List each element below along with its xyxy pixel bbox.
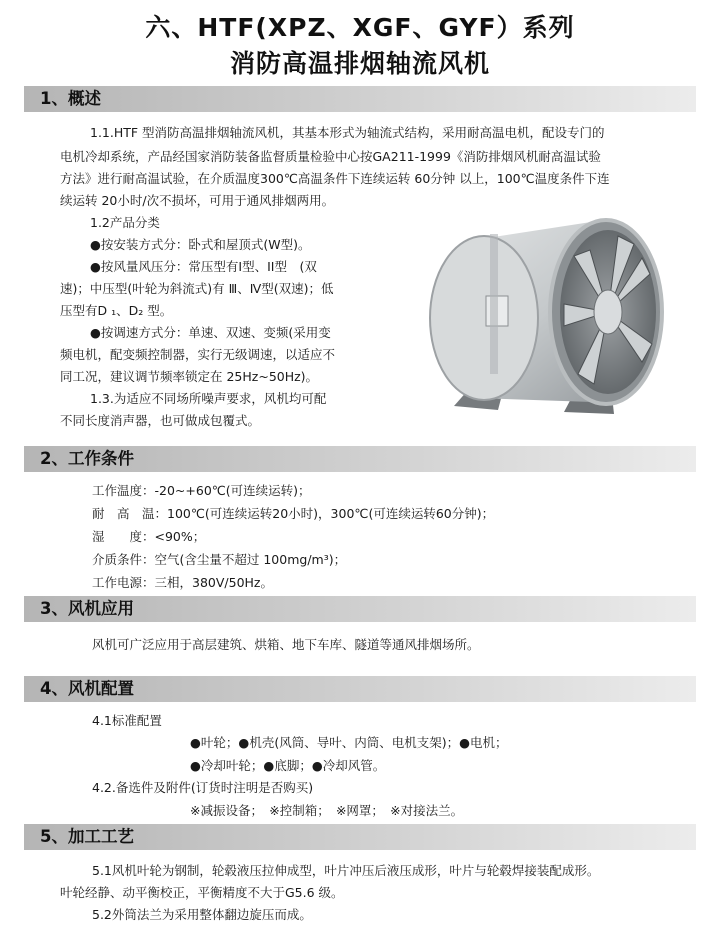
condition-line: 工作电源：三相，380V/50Hz。 [92, 575, 273, 590]
classification-item: 速)；中压型(叶轮为斜流式)有 Ⅲ、Ⅳ型(双速)；低 [60, 281, 334, 296]
overview-para-line: 续运转 20小时/次不损坏，可用于通风排烟两用。 [60, 193, 335, 208]
page-subtitle: 消防高温排烟轴流风机 [229, 49, 490, 78]
condition-line: 介质条件：空气(含尘量不超过 100mg/m³)； [92, 552, 347, 567]
section-title-overview: 1、概述 [40, 89, 101, 108]
silencer-note: 不同长度消声器，也可做成包覆式。 [60, 413, 261, 428]
classification-item: ●按安装方式分：卧式和屋顶式(W型)。 [90, 237, 311, 252]
section-title-process: 5、加工工艺 [40, 827, 134, 846]
section-title-configuration: 4、风机配置 [40, 679, 134, 698]
classification-heading: 1.2产品分类 [90, 215, 160, 230]
section-bar-overview [24, 86, 696, 112]
page-title: 六、HTF(XPZ、XGF、GYF）系列 [145, 13, 575, 42]
application-text: 风机可广泛应用于高层建筑、烘箱、地下车库、隧道等通风排烟场所。 [92, 637, 480, 652]
classification-item: 压型有D ₁、D₂ 型。 [60, 303, 173, 318]
silencer-note: 1.3.为适应不同场所噪声要求，风机均可配 [90, 391, 327, 406]
config-optional-items: ※减振设备； ※控制箱； ※网罩； ※对接法兰。 [190, 803, 464, 818]
classification-item: ●按风量风压分：常压型有I型、II型 (双 [90, 259, 317, 274]
config-subheading: 4.1标准配置 [92, 713, 162, 728]
section-title-application: 3、风机应用 [40, 599, 134, 618]
process-para: 叶轮经静、动平衡校正，平衡精度不大于G5.6 级。 [60, 885, 344, 900]
overview-para-line: 电机冷却系统，产品经国家消防装备监督质量检验中心按GA211-1999《消防排烟风机耐高温试验 [60, 149, 601, 164]
axial-fan-image [414, 206, 684, 426]
overview-para-line: 方法》进行耐高温试验，在介质温度300℃高温条件下连续运转 60分钟 以上，100℃温度条件下连 [60, 171, 610, 186]
process-para: 5.1风机叶轮为钢制，轮毂液压拉伸成型，叶片冲压后液压成形，叶片与轮毂焊接装配成形。 [92, 863, 600, 878]
section-title-conditions: 2、工作条件 [40, 449, 134, 468]
config-subheading: 4.2.备选件及附件(订货时注明是否购买) [92, 780, 314, 795]
condition-line: 耐 高 温：100℃(可连续运转20小时)，300℃(可连续运转60分钟)； [92, 506, 495, 521]
overview-para-line: 1.1.HTF 型消防高温排烟轴流风机，其基本形式为轴流式结构，采用耐高温电机，配设专门的 [90, 125, 605, 140]
config-standard-items: ●叶轮；●机壳(风筒、导叶、内筒、电机支架)；●电机； [190, 735, 508, 750]
classification-item: ●按调速方式分：单速、双速、变频(采用变 [90, 325, 331, 340]
condition-line: 湿 度：<90%； [92, 529, 206, 544]
process-para: 5.2外筒法兰为采用整体翻边旋压而成。 [92, 907, 312, 922]
classification-item: 同工况，建议调节频率锁定在 25Hz~50Hz)。 [60, 369, 319, 384]
condition-line: 工作温度：-20~+60℃(可连续运转)； [92, 483, 311, 498]
classification-item: 频电机，配变频控制器，实行无级调速，以适应不 [60, 347, 336, 362]
config-standard-items: ●冷却叶轮；●底脚；●冷却风管。 [190, 758, 386, 773]
